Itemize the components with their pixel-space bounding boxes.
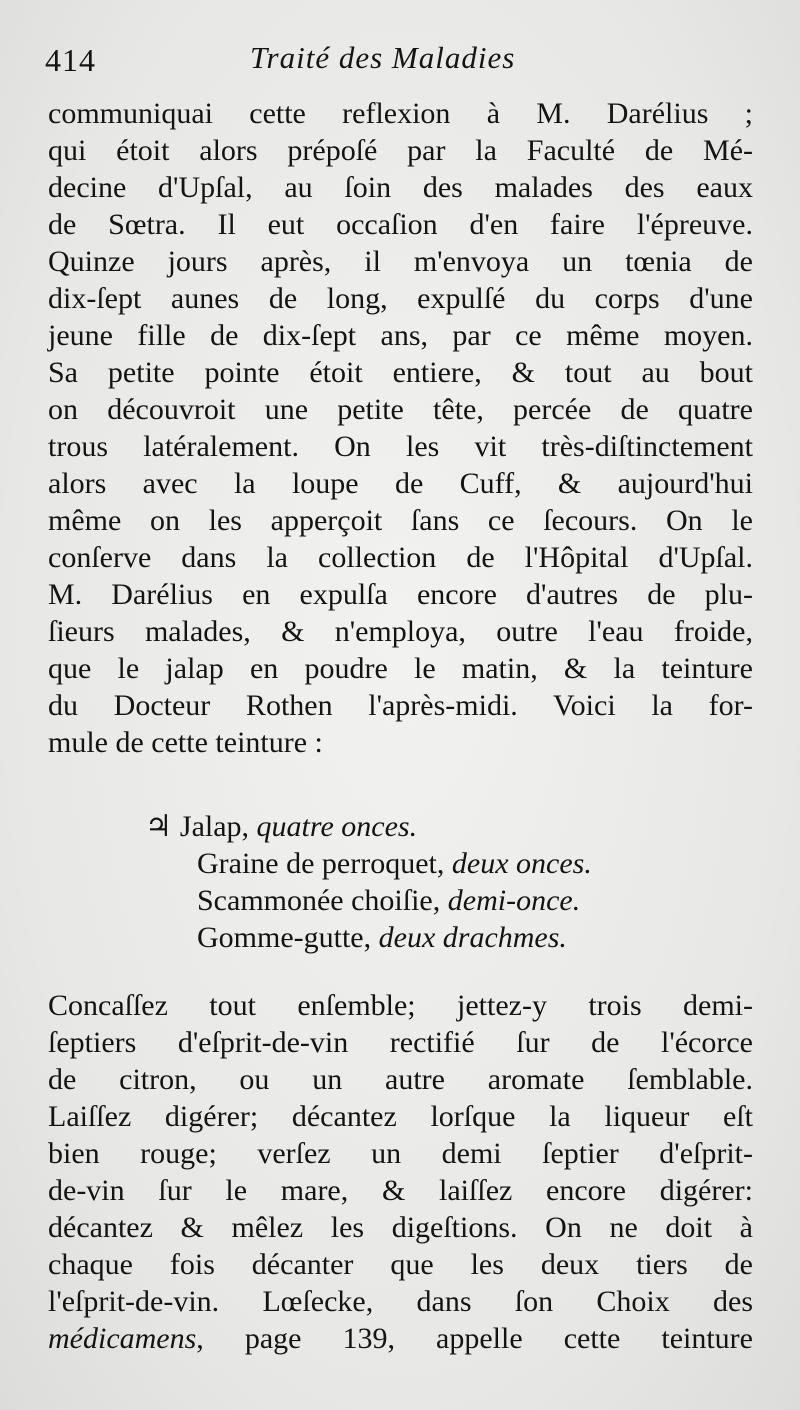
recipe-item bbox=[197, 845, 592, 882]
text-line: decine d'Upſal, au ſoin des malades des eaux bbox=[48, 171, 753, 204]
text-line: communiquai cette reflexion à M. Darélius ; bbox=[48, 97, 753, 130]
text-line: on découvroit une petite tête, percée de quatre bbox=[48, 393, 753, 426]
running-title: Traité des Maladies bbox=[250, 40, 516, 75]
text-line: Concaſſez tout enſemble; jettez-y trois demi- bbox=[48, 989, 753, 1022]
recipe-item bbox=[197, 882, 580, 919]
recipe-ingredient: Gomme-gutte, bbox=[197, 921, 372, 954]
text-fragment: , page 139, appelle cette teinture bbox=[196, 1322, 753, 1355]
text-line: l'eſprit-de-vin. Lœſecke, dans ſon Choix des bbox=[48, 1285, 753, 1318]
recipe-quantity: deux drachmes. bbox=[378, 921, 567, 954]
recipe-ingredient: Scammonée choiſie, bbox=[197, 884, 441, 917]
recipe-ingredient: Graine de perroquet, bbox=[197, 847, 445, 880]
text-line: ſieurs malades, & n'employa, outre l'eau froide, bbox=[48, 615, 753, 648]
page-header bbox=[45, 40, 765, 90]
text-line: Quinze jours après, il m'envoya un tœnia de bbox=[48, 245, 753, 278]
text-line: Laiſſez digérer; décantez lorſque la liqueur eſt bbox=[48, 1100, 753, 1133]
text-line: de Sœtra. Il eut occaſion d'en faire l'épreuve. bbox=[48, 208, 753, 241]
text-line: du Docteur Rothen l'après-midi. Voici la for- bbox=[48, 689, 753, 722]
text-line: ſeptiers d'eſprit-de-vin rectifié ſur de l'écorce bbox=[48, 1026, 753, 1059]
recipe-symbol: ♃ bbox=[145, 810, 172, 843]
text-line: de-vin ſur le mare, & laiſſez encore digérer: bbox=[48, 1174, 753, 1207]
text-line: jeune fille de dix-ſept ans, par ce même moyen. bbox=[48, 319, 753, 352]
recipe-quantity: quatre onces. bbox=[256, 810, 418, 843]
text-line: mule de cette teinture : bbox=[48, 726, 323, 759]
text-line: de citron, ou un autre aromate ſemblable. bbox=[48, 1063, 753, 1096]
italic-title: médicamens bbox=[48, 1322, 197, 1355]
text-line: Sa petite pointe étoit entiere, & tout au bout bbox=[48, 356, 753, 389]
text-line bbox=[48, 1320, 753, 1357]
text-line: décantez & mêlez les digeſtions. On ne doit à bbox=[48, 1211, 753, 1244]
text-line: chaque fois décanter que les deux tiers de bbox=[48, 1248, 753, 1281]
text-line: dix-ſept aunes de long, expulſé du corps d'une bbox=[48, 282, 753, 315]
recipe-quantity: deux onces. bbox=[451, 847, 592, 880]
text-line: conſerve dans la collection de l'Hôpital d'Upſal. bbox=[48, 541, 753, 574]
text-line: même on les apperçoit ſans ce ſecours. On le bbox=[48, 504, 753, 537]
text-line: qui étoit alors prépoſé par la Faculté de Mé- bbox=[48, 134, 753, 167]
text-line: trous latéralement. On les vit très-diſtinctement bbox=[48, 430, 753, 463]
text-line: que le jalap en poudre le matin, & la teinture bbox=[48, 652, 753, 685]
recipe-quantity: demi-once. bbox=[447, 884, 581, 917]
recipe-item bbox=[145, 808, 417, 845]
text-line: bien rouge; verſez un demi ſeptier d'eſprit- bbox=[48, 1137, 753, 1170]
text-line: alors avec la loupe de Cuff, & aujourd'hui bbox=[48, 467, 753, 500]
page-number: 414 bbox=[45, 42, 96, 78]
recipe-item bbox=[197, 919, 567, 956]
text-line: M. Darélius en expulſa encore d'autres de plu- bbox=[48, 578, 753, 611]
recipe-ingredient: Jalap, bbox=[179, 810, 250, 843]
